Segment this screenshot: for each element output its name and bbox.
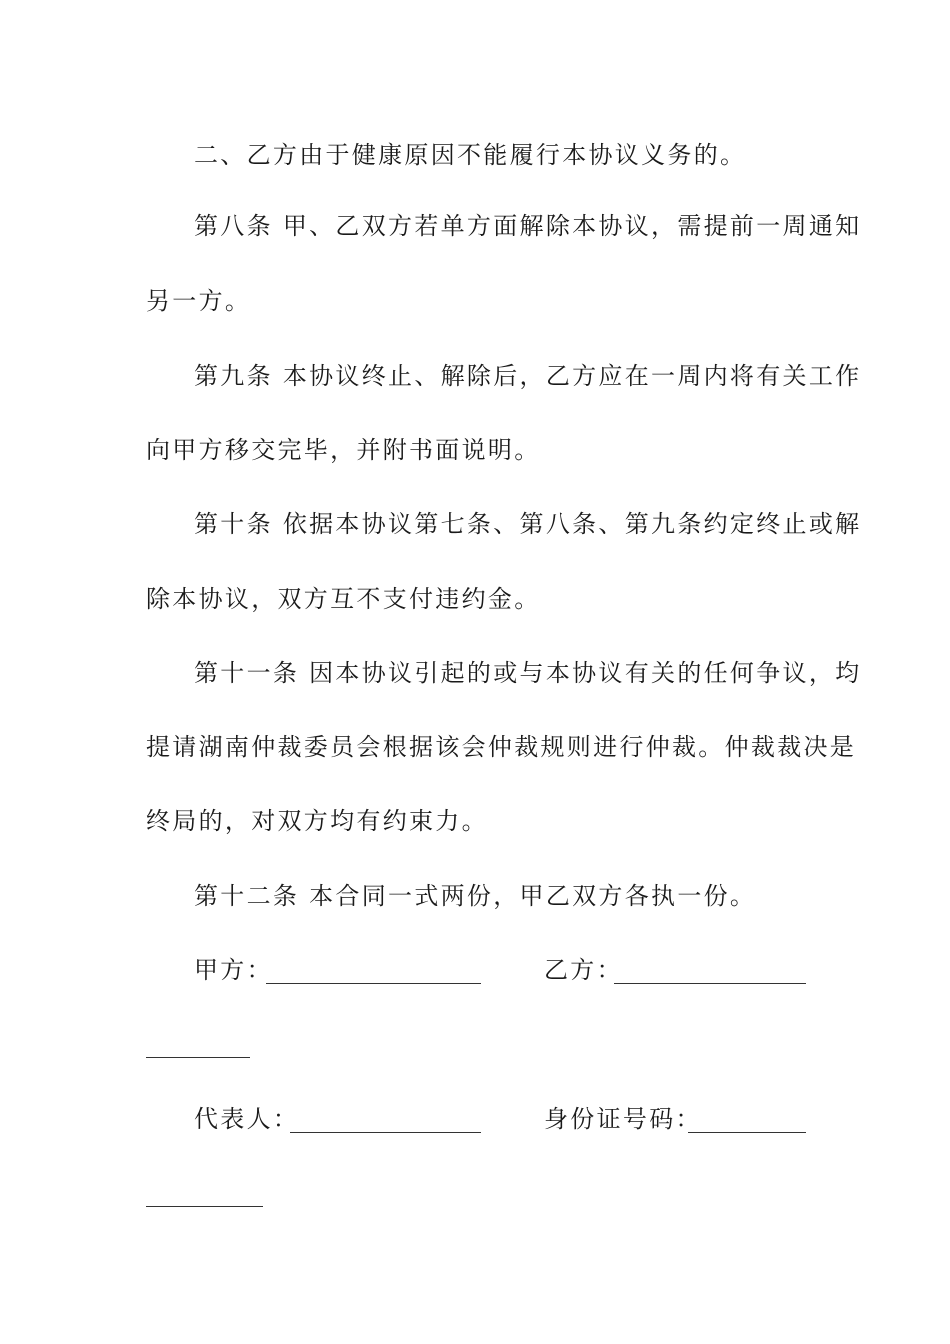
- party-b-blank-continued[interactable]: [146, 1057, 250, 1058]
- clause-11-line-3: 终局的，对双方均有约束力。: [146, 807, 488, 835]
- clause-11-line-1: 第十一条 因本协议引起的或与本协议有关的任何争议，均: [194, 659, 862, 687]
- clause-7-item-2: 二、乙方由于健康原因不能履行本协议义务的。: [194, 141, 747, 169]
- representative-label: 代表人：: [194, 1105, 300, 1133]
- party-a-blank[interactable]: [266, 983, 481, 984]
- id-number-blank[interactable]: [688, 1132, 806, 1133]
- clause-9-line-2: 向甲方移交完毕，并附书面说明。: [146, 436, 541, 464]
- clause-12: 第十二条 本合同一式两份，甲乙双方各执一份。: [194, 882, 757, 910]
- clause-8-line-1: 第八条 甲、乙双方若单方面解除本协议，需提前一周通知: [194, 212, 862, 240]
- clause-10-line-1: 第十条 依据本协议第七条、第八条、第九条约定终止或解: [194, 510, 862, 538]
- representative-blank[interactable]: [290, 1132, 481, 1133]
- id-number-blank-continued[interactable]: [146, 1206, 263, 1207]
- party-b-label: 乙方：: [544, 956, 623, 984]
- clause-11-line-2: 提请湖南仲裁委员会根据该会仲裁规则进行仲裁。仲裁裁决是: [146, 733, 857, 761]
- clause-9-line-1: 第九条 本协议终止、解除后，乙方应在一周内将有关工作: [194, 362, 862, 390]
- party-a-label: 甲方：: [194, 956, 273, 984]
- clause-10-line-2: 除本协议，双方互不支付违约金。: [146, 585, 541, 613]
- id-number-label: 身份证号码：: [544, 1105, 702, 1133]
- clause-8-line-2: 另一方。: [146, 287, 252, 315]
- party-b-blank[interactable]: [614, 983, 806, 984]
